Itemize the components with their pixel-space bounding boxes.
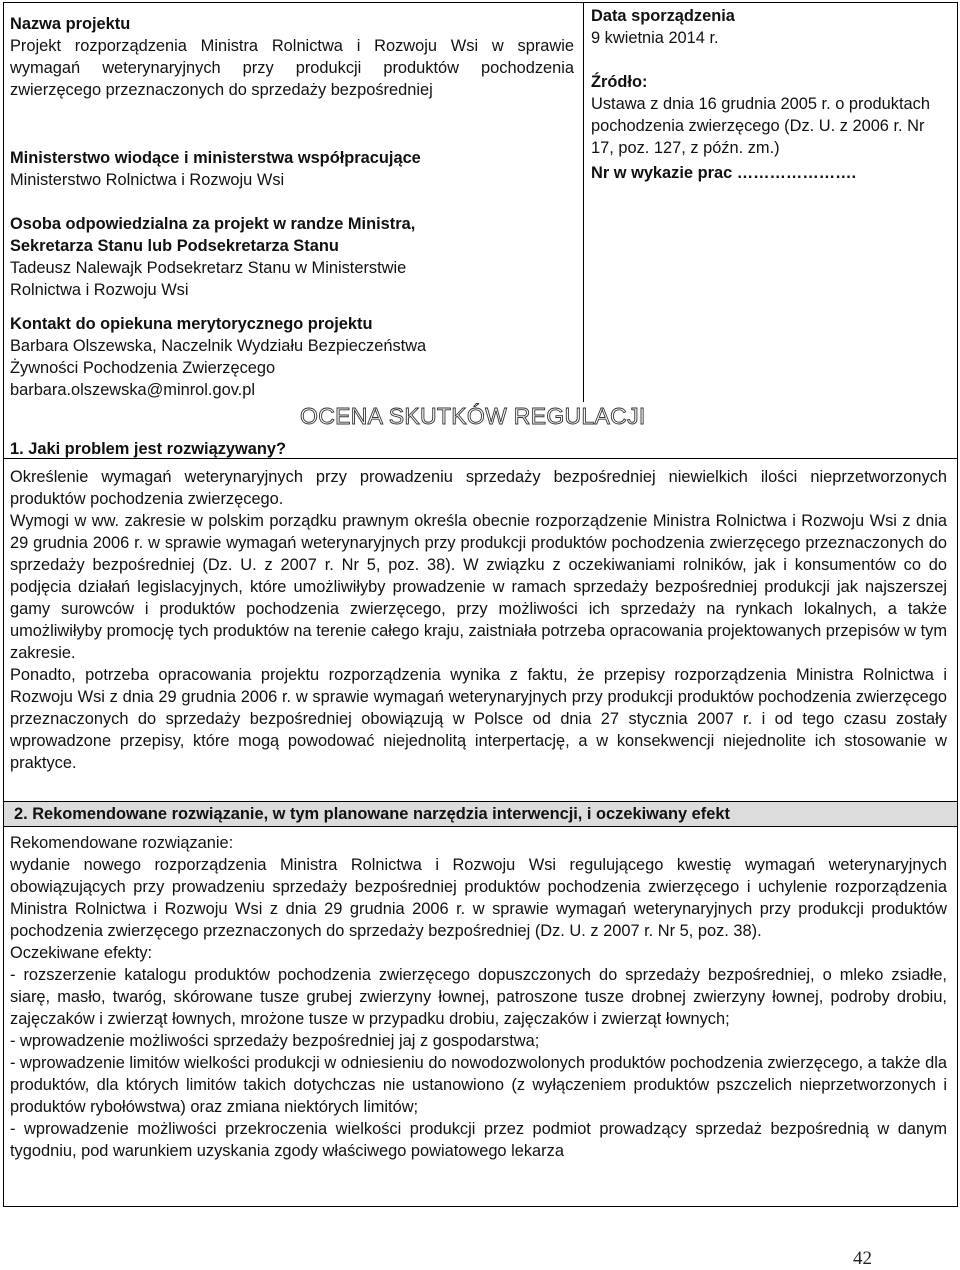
contact-block [10, 313, 570, 401]
responsible-block [10, 213, 574, 301]
section-1-paragraph-3: Ponadto, potrzeba opracowania projektu rozporządzenia wynika z faktu, że przepisy rozporządzenia Ministra Rolnictwa i Rozwoju Wsi z dnia 29 grudnia 2006 r. w sprawie wymagań weterynaryjnych przy produkcji produktów pochodzenia zwierzęcego przeznaczonych do sprzedaży bezpośredniej obowiązują w Polsce od dnia 27 stycznia 2007 r. i od tego czasu zostały wprowadzone przepisy, które mogą powodować niejednolitą interpertację, a w konsekwencji niejednolite ich stosowanie w praktyce. [10, 666, 947, 772]
date-label: Data sporządzenia [591, 7, 735, 25]
expected-effects-label: Oczekiwane efekty: [10, 944, 153, 962]
section-2-divider [4, 826, 957, 827]
column-divider [583, 2, 584, 402]
ministry-value: Ministerstwo Rolnictwa i Rozwoju Wsi [10, 171, 285, 189]
contact-person-line-1: Barbara Olszewska, Naczelnik Wydziału Bezpieczeństwa [10, 337, 427, 355]
section-1-paragraph-2: Wymogi w ww. zakresie w polskim porządku prawnym określa obecnie rozporządzenie Ministra Rolnictwa i Rozwoju Wsi z dnia 29 grudnia 2006 r. w sprawie wymagań weterynaryjnych przy produkcji produktów pochodzenia zwierzęcego przeznaczonych do sprzedaży bezpośredniej (Dz. U. z 2007 r. Nr 5, poz. 38). W związku z oczekiwaniami rolników, jak i konsumentów co do podjęcia działań legislacyjnych, które umożliwiłyby prowadzenie w ramach sprzedaży bezpośredniej produkcji jak najszerszej gamy surowców i produktów pochodzenia zwierzęcego, przy możliwości ich sprzedaży na rynkach lokalnych, a także umożliwiłyby promocję tych produktów na terenie całego kraju, zaistniała potrzeba opracowania projektowanych przepisów w tym zakresie. [10, 512, 947, 662]
work-list-number: Nr w wykazie prac …………………. [591, 164, 857, 182]
responsible-person-line-2: Rolnictwa i Rozwoju Wsi [10, 281, 189, 299]
metadata-block [591, 5, 951, 184]
contact-email[interactable]: barbara.olszewska@minrol.gov.pl [10, 381, 255, 399]
section-1-heading: 1. Jaki problem jest rozwiązywany? [10, 440, 287, 458]
expected-effect-3: - wprowadzenie limitów wielkości produkcji w odniesieniu do nowodozwolonych produktów pochodzenia zwierzęcego, a także dla produktów, dla których limitów takich dotychczas nie ustanowiono (z wyłączeniem produktów pszczelich nieprzetworzonych i produktów rybołówstwa) oraz zmiana niektórych limitów; [10, 1054, 947, 1116]
ministry-block [10, 147, 574, 191]
project-name-block [10, 13, 574, 101]
contact-person-line-2: Żywności Pochodzenia Zwierzęcego [10, 359, 276, 377]
responsible-label-line-2: Sekretarza Stanu lub Podsekretarza Stanu [10, 237, 339, 255]
section-2-heading: 2. Rekomendowane rozwiązanie, w tym planowane narzędzia interwencji, i oczekiwany efekt [14, 805, 730, 823]
section-2-body [10, 832, 947, 1162]
expected-effect-2: - wprowadzenie możliwości sprzedaży bezpośredniej jaj z gospodarstwa; [10, 1032, 540, 1050]
project-name: Projekt rozporządzenia Ministra Rolnictwa i Rozwoju Wsi w sprawie wymagań weterynaryjnych przy produkcji produktów pochodzenia zwierzęcego przeznaczonych do sprzedaży bezpośredniej [10, 37, 574, 99]
contact-label: Kontakt do opiekuna merytorycznego projektu [10, 315, 373, 333]
responsible-person-line-1: Tadeusz Nalewajk Podsekretarz Stanu w Ministerstwie [10, 259, 407, 277]
date-value: 9 kwietnia 2014 r. [591, 29, 719, 47]
source-value: Ustawa z dnia 16 grudnia 2005 r. o produktach pochodzenia zwierzęcego (Dz. U. z 2006 r. Nr 17, poz. 127, z późn. zm.) [591, 95, 930, 157]
ministry-label: Ministerstwo wiodące i ministerstwa współpracujące [10, 149, 421, 167]
page-number: 42 [853, 1248, 872, 1269]
responsible-label-line-1: Osoba odpowiedzialna za projekt w randze Ministra, [10, 215, 416, 233]
section-1-body [10, 466, 947, 774]
expected-effect-4: - wprowadzenie możliwości przekroczenia wielkości produkcji przez podmiot prowadzący sprzedaż bezpośrednią w danym tygodniu, pod warunkiem uzyskania zgody właściwego powiatowego lekarza [10, 1120, 947, 1160]
recommended-solution-label: Rekomendowane rozwiązanie: [10, 834, 234, 852]
expected-effect-1: - rozszerzenie katalogu produktów pochodzenia zwierzęcego dopuszczonych do sprzedaży bezpośredniej, o mleko zsiadłe, siarę, masło, twaróg, skórowane tusze grubej zwierzyny łownej, patroszone tusze drobnej zwierzyny łownej, podroby drobiu, zajęczaków i zwierząt łownych, mrożone tusze w przypadku drobiu, zajęczaków i zwierząt łownych; [10, 966, 947, 1028]
section-1-paragraph-1: Określenie wymagań weterynaryjnych przy prowadzeniu sprzedaży bezpośredniej niewielkich ilości nieprzetworzonych produktów pochodzenia zwierzęcego. [10, 468, 947, 508]
recommended-solution-text: wydanie nowego rozporządzenia Ministra Rolnictwa i Rozwoju Wsi regulującego kwestię wymagań weterynaryjnych obowiązujących przy prowadzeniu sprzedaży bezpośredniej produktów pochodzenia zwierzęcego i uchylenie rozporządzenia Ministra Rolnictwa i Rozwoju Wsi z dnia 29 grudnia 2006 r. w sprawie wymagań weterynaryjnych przy produkcji produktów pochodzenia zwierzęcego przeznaczonych do sprzedaży bezpośredniej (Dz. U. z 2007 r. Nr 5, poz. 38). [10, 856, 947, 940]
project-name-label: Nazwa projektu [10, 15, 131, 33]
report-title: OCENA SKUTKÓW REGULACJI [300, 403, 646, 429]
source-label: Źródło: [591, 73, 648, 91]
